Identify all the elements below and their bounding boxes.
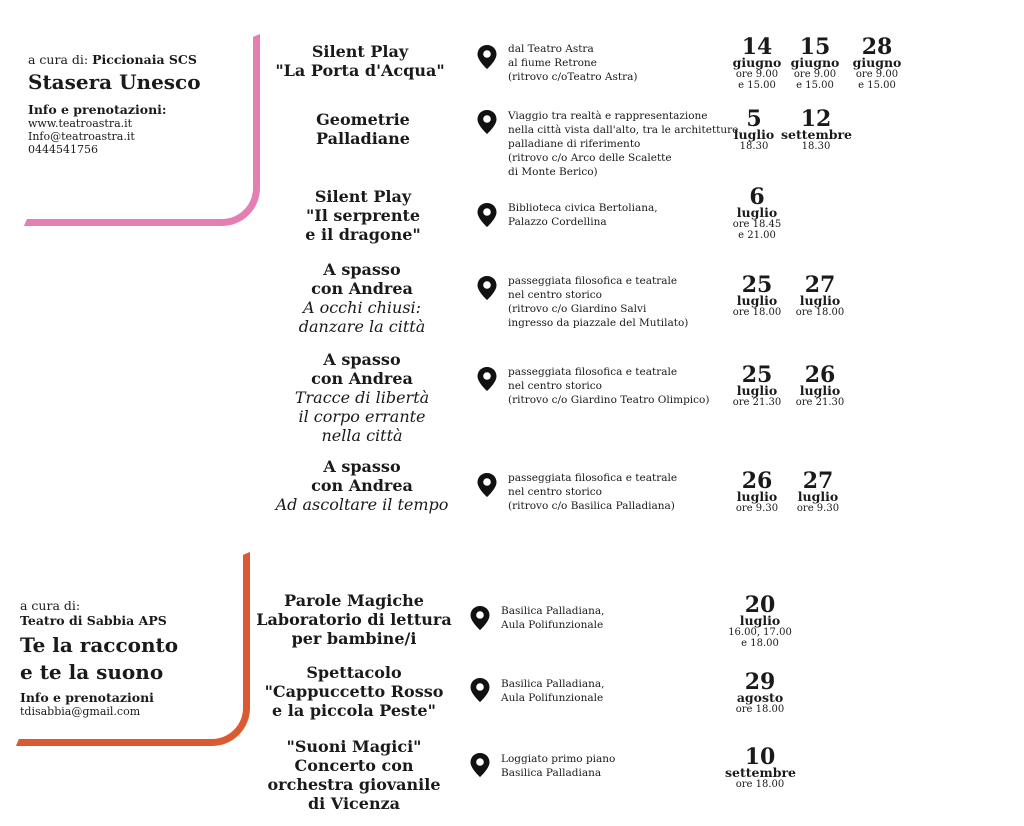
date-hours: 16.00, 17.00 xyxy=(728,627,792,638)
event-date xyxy=(722,184,792,241)
date-hours: 18.30 xyxy=(801,141,831,152)
location-line: ingresso da piazzale del Mutilato) xyxy=(508,317,689,329)
map-pin-icon xyxy=(469,605,491,631)
date-month: luglio xyxy=(799,293,841,308)
date-hours: ore 21.30 xyxy=(795,397,845,408)
event-date xyxy=(719,106,789,152)
date-month: settembre xyxy=(781,127,852,142)
event-date xyxy=(725,744,796,790)
date-day: 10 xyxy=(744,744,776,770)
date-month: luglio xyxy=(736,293,778,308)
event-date xyxy=(722,272,792,318)
date-hours: ore 9.00 xyxy=(735,69,779,80)
date-month: giugno xyxy=(852,55,902,70)
date-day: 14 xyxy=(741,34,773,60)
date-hours: e 21.00 xyxy=(738,230,776,241)
map-pin-icon xyxy=(476,109,498,135)
date-month: luglio xyxy=(736,489,778,504)
event-title xyxy=(243,110,483,148)
location-line: (ritrovo c/o Arco delle Scalette xyxy=(508,152,672,164)
event-subtitle-line: Tracce di libertà xyxy=(294,388,430,407)
date-month: agosto xyxy=(736,690,784,705)
map-pin-icon xyxy=(469,677,491,703)
event-date xyxy=(722,468,792,514)
event-location xyxy=(501,604,604,632)
event-title-line: per bambine/i xyxy=(291,629,417,648)
email-link[interactable]: tdisabbia@gmail.com xyxy=(20,705,141,718)
location-line: Aula Polifunzionale xyxy=(501,619,604,631)
section-title-line-1: Te la racconto xyxy=(20,633,179,657)
map-pin-icon xyxy=(469,752,491,778)
location-line: passeggiata filosofica e teatrale xyxy=(508,275,678,287)
event-subtitle-line: danzare la città xyxy=(298,317,426,336)
date-day: 20 xyxy=(744,592,776,618)
event-title-line: di Vicenza xyxy=(307,794,401,813)
event-subtitle-line: il corpo errante xyxy=(298,407,426,426)
event-subtitle-line: Ad ascoltare il tempo xyxy=(275,495,449,514)
event-title-line: Silent Play xyxy=(311,42,409,61)
date-month: settembre xyxy=(725,765,796,780)
organizer-cura: a cura di: Piccionaia SCS xyxy=(28,52,197,67)
event-date xyxy=(842,34,912,91)
event-title-line: e la piccola Peste" xyxy=(272,701,436,720)
event-title-line: Silent Play xyxy=(314,187,412,206)
event-title-line: A spasso xyxy=(323,350,401,369)
location-line: Basilica Palladiana, xyxy=(501,605,605,617)
date-day: 25 xyxy=(741,362,773,388)
location-line: nel centro storico xyxy=(508,380,602,392)
location-line: Basilica Palladiana, xyxy=(501,678,605,690)
event-location xyxy=(508,109,738,179)
event-title-line: con Andrea xyxy=(311,279,413,298)
date-month: luglio xyxy=(733,127,775,142)
event-title xyxy=(234,737,474,813)
date-hours: e 15.00 xyxy=(858,80,896,91)
organizer-block-2 xyxy=(20,598,178,718)
event-date xyxy=(722,362,792,408)
event-location xyxy=(501,752,615,780)
date-day: 28 xyxy=(861,34,893,60)
event-location xyxy=(508,42,638,84)
date-month: luglio xyxy=(739,613,781,628)
date-hours: ore 9.30 xyxy=(796,503,840,514)
date-hours: ore 21.30 xyxy=(732,397,782,408)
location-line: Palazzo Cordellina xyxy=(508,216,607,228)
map-pin-icon xyxy=(476,472,498,498)
date-hours: 18.30 xyxy=(739,141,769,152)
event-location xyxy=(508,274,688,330)
date-day: 27 xyxy=(804,272,836,298)
organizer-cura-name: Teatro di Sabbia APS xyxy=(20,613,167,628)
location-line: (ritrovo c/o Giardino Teatro Olimpico) xyxy=(508,394,710,406)
date-month: luglio xyxy=(797,489,839,504)
event-subtitle-line: A occhi chiusi: xyxy=(302,298,422,317)
date-hours: ore 9.00 xyxy=(855,69,899,80)
event-date xyxy=(781,106,852,152)
date-hours: ore 9.30 xyxy=(735,503,779,514)
location-line: Loggiato primo piano xyxy=(501,753,616,765)
event-title-line: Spettacolo xyxy=(306,663,402,682)
event-location xyxy=(508,471,677,513)
location-line: Basilica Palladiana xyxy=(501,767,602,779)
date-day: 26 xyxy=(804,362,836,388)
map-pin-icon xyxy=(476,366,498,392)
event-location xyxy=(508,201,658,229)
event-title xyxy=(242,350,482,445)
location-line: passeggiata filosofica e teatrale xyxy=(508,366,678,378)
date-hours: ore 18.45 xyxy=(732,219,782,230)
event-title-line: "Cappuccetto Rosso xyxy=(264,682,444,701)
date-hours: ore 18.00 xyxy=(795,307,845,318)
email-link[interactable]: Info@teatroastra.it xyxy=(28,130,135,143)
date-hours: ore 18.00 xyxy=(732,307,782,318)
event-title-line: e il dragone" xyxy=(305,225,421,244)
date-hours: e 15.00 xyxy=(738,80,776,91)
date-day: 26 xyxy=(741,468,773,494)
date-hours: ore 18.00 xyxy=(735,779,785,790)
date-day: 12 xyxy=(800,106,832,132)
date-day: 29 xyxy=(744,669,776,695)
event-date xyxy=(785,272,855,318)
date-day: 5 xyxy=(746,106,762,132)
location-line: Aula Polifunzionale xyxy=(501,692,604,704)
event-title-line: con Andrea xyxy=(311,476,413,495)
event-title xyxy=(242,457,482,514)
date-hours: e 18.00 xyxy=(741,638,779,649)
date-hours: e 15.00 xyxy=(796,80,834,91)
date-month: luglio xyxy=(799,383,841,398)
event-title xyxy=(243,187,483,244)
location-line: passeggiata filosofica e teatrale xyxy=(508,472,678,484)
event-title xyxy=(234,591,474,648)
location-line: (ritrovo c/o Giardino Salvi xyxy=(508,303,647,315)
date-month: luglio xyxy=(736,383,778,398)
date-day: 15 xyxy=(799,34,831,60)
event-title-line: "La Porta d'Acqua" xyxy=(275,61,445,80)
event-title-line: A spasso xyxy=(323,260,401,279)
organizer-cura-prefix: a cura di: xyxy=(20,598,81,613)
event-date xyxy=(725,669,795,715)
section-title: Stasera Unesco xyxy=(28,70,201,94)
map-pin-icon xyxy=(476,202,498,228)
location-line: nella città vista dall'alto, tra le architetture xyxy=(508,124,739,136)
location-line: dal Teatro Astra xyxy=(508,43,594,55)
section-title-line-2: e te la suono xyxy=(20,660,164,684)
date-month: giugno xyxy=(790,55,840,70)
location-line: palladiane di riferimento xyxy=(508,138,641,150)
date-day: 6 xyxy=(749,184,765,210)
info-heading: Info e prenotazioni: xyxy=(28,102,167,117)
location-line: (ritrovo c/o Basilica Palladiana) xyxy=(508,500,675,512)
location-line: al fiume Retrone xyxy=(508,57,597,69)
location-line: (ritrovo c/oTeatro Astra) xyxy=(508,71,638,83)
event-title xyxy=(234,663,474,720)
event-title-line: "Suoni Magici" xyxy=(286,737,422,756)
date-hours: ore 9.00 xyxy=(793,69,837,80)
event-title xyxy=(242,260,482,336)
date-day: 25 xyxy=(741,272,773,298)
event-title-line: Parole Magiche xyxy=(284,591,424,610)
event-title-line: Palladiane xyxy=(316,129,410,148)
location-line: Biblioteca civica Bertoliana, xyxy=(508,202,658,214)
event-title-line: Laboratorio di lettura xyxy=(256,610,452,629)
event-location xyxy=(508,365,709,407)
event-subtitle-line: nella città xyxy=(321,426,403,445)
event-title-line: "Il serprente xyxy=(305,206,421,225)
website-link[interactable]: www.teatroastra.it xyxy=(28,117,133,130)
event-title-line: A spasso xyxy=(323,457,401,476)
event-title-line: con Andrea xyxy=(311,369,413,388)
event-title-line: Geometrie xyxy=(316,110,410,129)
map-pin-icon xyxy=(476,44,498,70)
organizer-block-1 xyxy=(28,52,201,156)
event-title-line: orchestra giovanile xyxy=(267,775,441,794)
info-heading: Info e prenotazioni xyxy=(20,690,154,705)
date-month: giugno xyxy=(732,55,782,70)
location-line: di Monte Berico) xyxy=(508,166,598,178)
phone-number: 0444541756 xyxy=(28,143,98,156)
event-location xyxy=(501,677,604,705)
event-date xyxy=(725,592,795,649)
event-date xyxy=(783,468,853,514)
location-line: Viaggio tra realtà e rappresentazione xyxy=(508,110,708,122)
event-title xyxy=(240,42,480,80)
event-title-line: Concerto con xyxy=(294,756,414,775)
location-line: nel centro storico xyxy=(508,486,602,498)
map-pin-icon xyxy=(476,275,498,301)
event-date xyxy=(785,362,855,408)
date-day: 27 xyxy=(802,468,834,494)
date-month: luglio xyxy=(736,205,778,220)
date-hours: ore 18.00 xyxy=(735,704,785,715)
location-line: nel centro storico xyxy=(508,289,602,301)
event-date xyxy=(780,34,850,91)
